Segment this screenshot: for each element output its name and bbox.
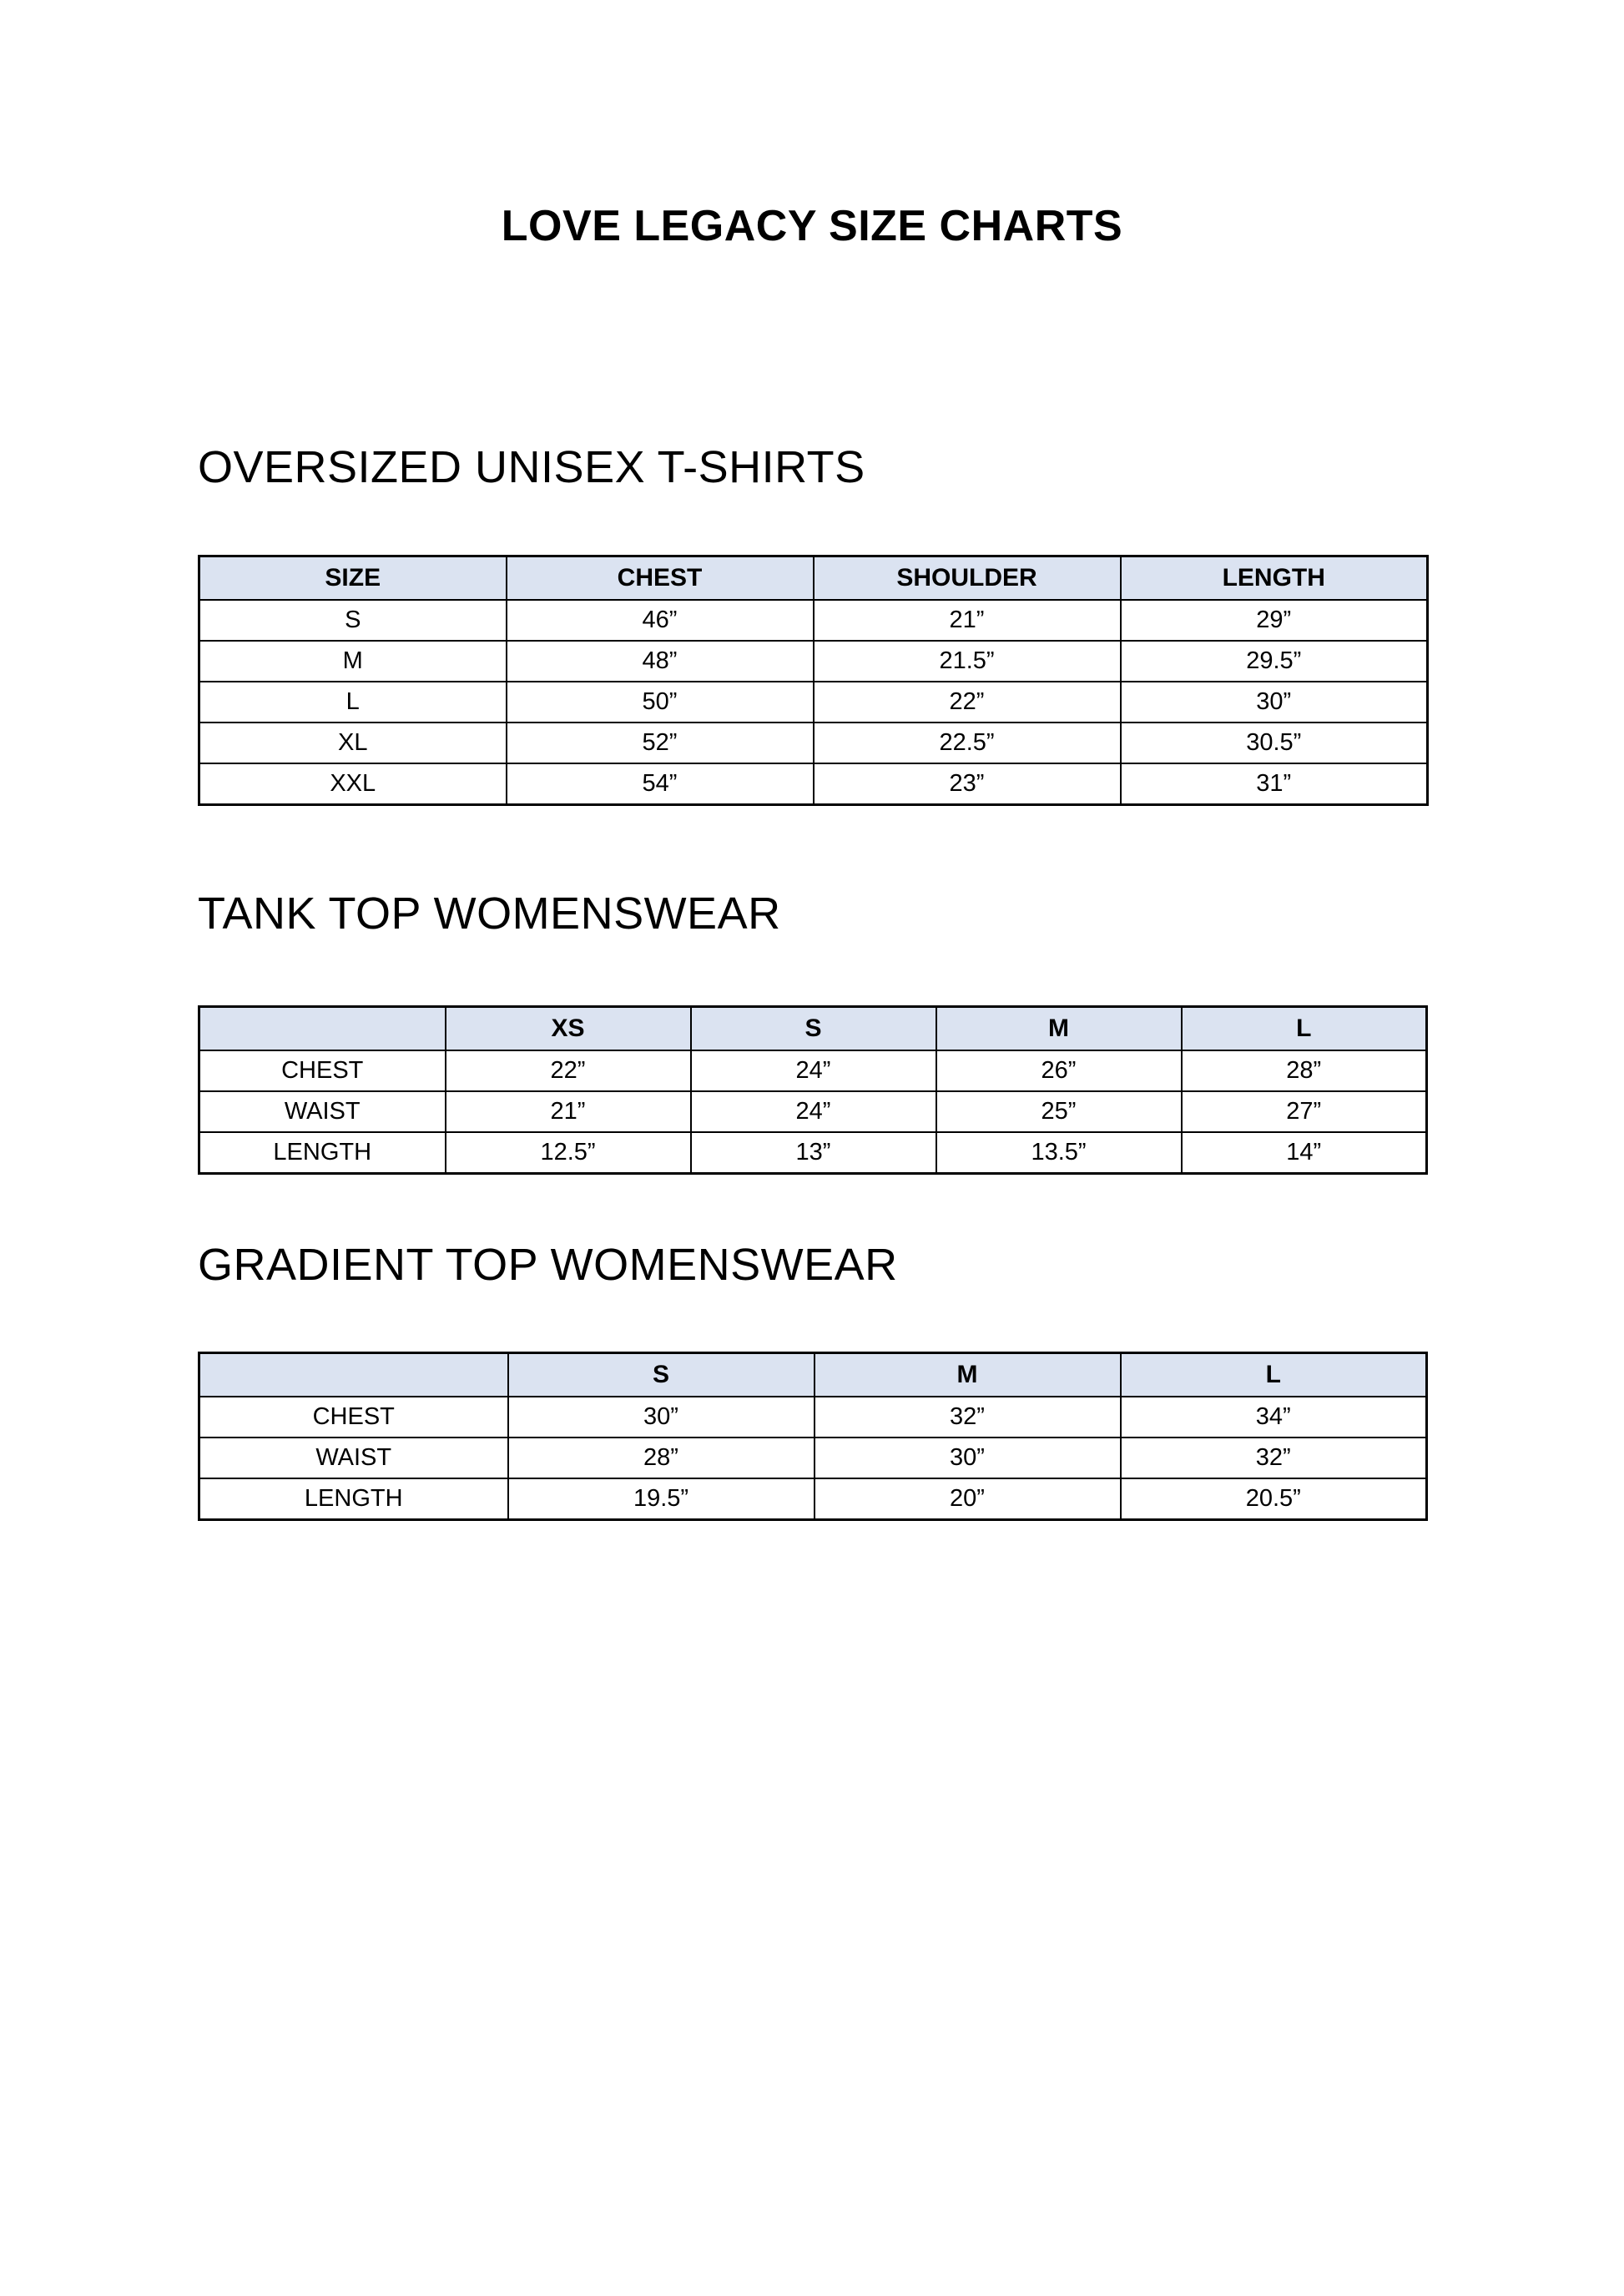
page-title: LOVE LEGACY SIZE CHARTS (501, 202, 1123, 250)
measurement-cell: 46” (507, 600, 814, 641)
table-body (199, 1397, 1427, 1520)
column-header: M (815, 1353, 1121, 1397)
tank-top-womenswear-table (198, 1005, 1428, 1175)
measurement-cell: 24” (691, 1091, 936, 1132)
column-header: XS (446, 1007, 691, 1051)
measurement-cell: 13.5” (936, 1132, 1182, 1174)
table-row (199, 641, 1428, 682)
measurement-cell: 21” (446, 1091, 691, 1132)
measurement-cell: 50” (507, 682, 814, 723)
row-label-cell: LENGTH (199, 1132, 446, 1174)
measurement-cell: 21.5” (814, 641, 1121, 682)
column-header-empty (199, 1353, 508, 1397)
row-label-cell: XL (199, 723, 507, 763)
measurement-cell: 48” (507, 641, 814, 682)
column-header: LENGTH (1121, 556, 1428, 601)
row-label-cell: CHEST (199, 1050, 446, 1091)
oversized-unisex-tshirts-table (198, 555, 1429, 806)
table-row (199, 1050, 1427, 1091)
measurement-cell: 27” (1182, 1091, 1427, 1132)
section-heading-oversized-unisex-tshirts: OVERSIZED UNISEX T-SHIRTS (198, 442, 865, 492)
column-header: CHEST (507, 556, 814, 601)
row-label-cell: XXL (199, 763, 507, 805)
gradient-top-womenswear-table (198, 1352, 1428, 1521)
row-label-cell: S (199, 600, 507, 641)
table-row (199, 1397, 1427, 1438)
row-label-cell: WAIST (199, 1438, 508, 1478)
table-header-row (199, 556, 1428, 601)
measurement-cell: 30.5” (1121, 723, 1428, 763)
column-header-empty (199, 1007, 446, 1051)
measurement-cell: 32” (815, 1397, 1121, 1438)
measurement-cell: 31” (1121, 763, 1428, 805)
section-heading-gradient-top-womenswear: GRADIENT TOP WOMENSWEAR (198, 1240, 898, 1290)
measurement-cell: 19.5” (508, 1478, 815, 1520)
measurement-cell: 24” (691, 1050, 936, 1091)
measurement-cell: 20” (815, 1478, 1121, 1520)
table-row (199, 723, 1428, 763)
measurement-cell: 52” (507, 723, 814, 763)
table-header-row (199, 1007, 1427, 1051)
measurement-cell: 25” (936, 1091, 1182, 1132)
measurement-cell: 32” (1121, 1438, 1427, 1478)
measurement-cell: 22.5” (814, 723, 1121, 763)
measurement-cell: 13” (691, 1132, 936, 1174)
table-row (199, 1478, 1427, 1520)
column-header: S (508, 1353, 815, 1397)
measurement-cell: 30” (1121, 682, 1428, 723)
measurement-cell: 28” (1182, 1050, 1427, 1091)
measurement-cell: 26” (936, 1050, 1182, 1091)
measurement-cell: 30” (815, 1438, 1121, 1478)
measurement-cell: 22” (446, 1050, 691, 1091)
measurement-cell: 34” (1121, 1397, 1427, 1438)
measurement-cell: 54” (507, 763, 814, 805)
table-row (199, 682, 1428, 723)
column-header: L (1182, 1007, 1427, 1051)
row-label-cell: L (199, 682, 507, 723)
row-label-cell: CHEST (199, 1397, 508, 1438)
measurement-cell: 21” (814, 600, 1121, 641)
measurement-cell: 22” (814, 682, 1121, 723)
table-row (199, 1438, 1427, 1478)
section-heading-tank-top-womenswear: TANK TOP WOMENSWEAR (198, 889, 781, 939)
column-header: L (1121, 1353, 1427, 1397)
table-row (199, 600, 1428, 641)
measurement-cell: 20.5” (1121, 1478, 1427, 1520)
table-body (199, 600, 1428, 805)
table-row (199, 763, 1428, 805)
column-header: S (691, 1007, 936, 1051)
column-header: SHOULDER (814, 556, 1121, 601)
measurement-cell: 12.5” (446, 1132, 691, 1174)
table-row (199, 1091, 1427, 1132)
column-header: SIZE (199, 556, 507, 601)
measurement-cell: 29.5” (1121, 641, 1428, 682)
measurement-cell: 30” (508, 1397, 815, 1438)
row-label-cell: WAIST (199, 1091, 446, 1132)
measurement-cell: 29” (1121, 600, 1428, 641)
column-header: M (936, 1007, 1182, 1051)
table-header-row (199, 1353, 1427, 1397)
row-label-cell: LENGTH (199, 1478, 508, 1520)
measurement-cell: 23” (814, 763, 1121, 805)
measurement-cell: 28” (508, 1438, 815, 1478)
table-row (199, 1132, 1427, 1174)
measurement-cell: 14” (1182, 1132, 1427, 1174)
row-label-cell: M (199, 641, 507, 682)
table-body (199, 1050, 1427, 1174)
